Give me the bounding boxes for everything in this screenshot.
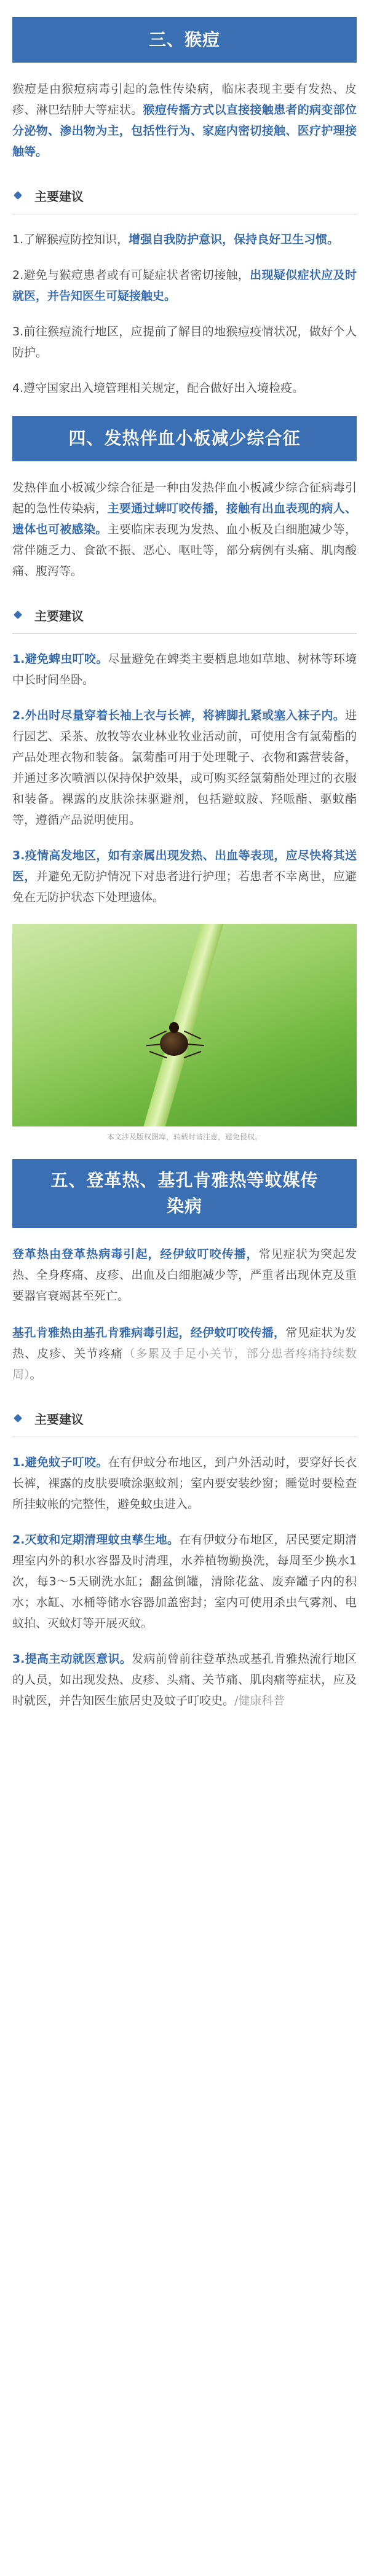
chikungunya-intro <box>12 1322 357 1385</box>
advice-highlight: 3.提高主动就医意识。 <box>12 1652 132 1666</box>
tick-icon <box>160 1031 188 1056</box>
photo-caption: 本文涉及版权图库，转载时请注意，避免侵权。 <box>106 1133 262 1141</box>
advice-item <box>12 265 357 306</box>
sfts-intro <box>12 477 357 582</box>
intro-text: 。 <box>30 1368 42 1381</box>
bottom-spacer <box>12 1711 357 1717</box>
section-title-text: 五、登革热、基孔肯雅热等蚊媒传染病 <box>50 1170 319 1216</box>
advice-item <box>12 845 357 908</box>
advice-text: 发病前曾前往登革热或基孔肯雅热流行地区的人员，如出现发热、皮疹、头痛、关节痛、肌肉痛等症状，应及时就医，并告知医生旅居史及蚊子叮咬史。 <box>12 1652 357 1708</box>
advice-text: 在有伊蚊分布地区，到户外活动时，要穿好长衣长裤，裸露的皮肤要喷涂驱蚊剂；室内要安装纱窗；睡觉时要检查所挂蚊帐的完整性，避免蚊虫进入。 <box>12 1456 357 1511</box>
advice-text: 1.了解猴痘防控知识， <box>12 233 129 246</box>
advice-item: 3.前往猴痘流行地区，应提前了解目的地猴痘疫情状况，做好个人防护。 <box>12 325 357 359</box>
advice-text: 2.避免与猴痘患者或有可疑症状者密切接触， <box>12 268 250 282</box>
sub-title-label: 主要建议 <box>34 1411 84 1427</box>
advice-item <box>12 1529 357 1634</box>
section-title-text: 四、发热伴血小板减少综合征 <box>68 428 301 448</box>
diamond-icon <box>14 191 22 200</box>
section-title-monkeypox <box>12 17 357 63</box>
intro-text: 主要临床表现为发热、血小板及白细胞减少等，常伴随乏力、食欲不振、恶心、呕吐等，部分病例有头痛、肌肉酸痛、腹泻等。 <box>12 523 357 578</box>
advice-item: 4.遵守国家出入境管理相关规定，配合做好出入境检疫。 <box>12 381 304 395</box>
dengue-intro <box>12 1244 357 1306</box>
tick-on-grass-photo <box>12 924 357 1126</box>
advice-text: 并避免无防护情况下对患者进行护理；若患者不幸离世，应避免在无防护状态下处理遗体。 <box>12 870 357 904</box>
diamond-icon <box>14 611 22 619</box>
monkeypox-intro <box>12 79 357 162</box>
advice-text: 在有伊蚊分布地区，居民要定期清理室内外的积水容器及时清理，水养植物勤换洗，每周至少换水1次，每3～5天刷洗水缸；翻盆倒罐，清除花盆、废弃罐子内的积水；水缸、水桶等储水容器加盖密封；室内可使用杀虫气雾剂、电蚊拍、灭蚊灯等开展灭蚊。 <box>12 1533 357 1630</box>
diamond-icon <box>14 1414 22 1423</box>
source-tag: /健康科普 <box>234 1694 285 1708</box>
intro-highlight: 基孔肯雅热由基孔肯雅病毒引起，经伊蚊叮咬传播， <box>12 1326 286 1340</box>
intro-highlight: 猴痘传播方式以直接接触患者的病变部位分泌物、渗出物为主，包括性行为、家庭内密切接触、医疗护理接触等。 <box>12 103 357 158</box>
advice-item <box>12 229 357 250</box>
section-title-mosquito <box>12 1159 357 1228</box>
sub-title-advice <box>12 1406 357 1430</box>
intro-highlight: 登革热由登革热病毒引起，经伊蚊叮咬传播， <box>12 1247 259 1261</box>
advice-item <box>12 1452 357 1515</box>
advice-highlight: 2.灭蚊和定期清理蚊虫孳生地。 <box>12 1533 180 1547</box>
advice-highlight: 出现疑似症状应及时就医，并告知医生可疑接触史。 <box>12 268 357 303</box>
advice-item <box>12 1649 357 1711</box>
advice-highlight: 3.疫情高发地区，如有亲属出现发热、出血等表现，应尽快将其送医， <box>12 849 357 883</box>
intro-text: 猴痘是由猴痘病毒引起的急性传染病，临床表现主要有发热、皮疹、淋巴结肿大等症状。 <box>12 82 357 117</box>
sub-title-advice <box>12 183 357 208</box>
sub-title-label: 主要建议 <box>34 608 84 623</box>
advice-highlight: 1.避免蜱虫叮咬。 <box>12 652 108 666</box>
advice-highlight: 1.避免蚊子叮咬。 <box>12 1456 108 1469</box>
intro-highlight: 主要通过蜱叮咬传播，接触有出血表现的病人、遗体也可被感染。 <box>12 502 357 536</box>
intro-note: （多累及手足小关节，部分患者疼痛持续数周） <box>12 1347 357 1381</box>
advice-highlight: 增强自我防护意识，保持良好卫生习惯。 <box>129 233 339 246</box>
section-title-text: 三、猴痘 <box>148 29 220 50</box>
section-title-sfts <box>12 416 357 461</box>
divider <box>12 633 357 634</box>
advice-text: 尽量避免在蜱类主要栖息地如草地、树林等环境中长时间坐卧。 <box>12 652 357 687</box>
advice-highlight: 2.外出时尽量穿着长袖上衣与长裤，将裤脚扎紧或塞入袜子内。 <box>12 709 345 722</box>
sub-title-advice <box>12 603 357 627</box>
advice-item <box>12 649 357 690</box>
intro-text: 发热伴血小板减少综合征是一种由发热伴血小板减少综合征病毒引起的急性传染病， <box>12 481 357 515</box>
sub-title-label: 主要建议 <box>34 189 84 204</box>
advice-text: 进行园艺、采茶、放牧等农业林业牧业活动前，可使用含有氯菊酯的产品处理衣物和装备。氯菊酯可用于处理靴子、衣物和露营装备，并通过多次喷洒以保持保护效果，或可购买经氯菊酯处理过的衣服和装备。裸露的皮肤涂抹驱避剂，包括避蚊胺、羟哌酯、驱蚊酯等，遵循产品说明使用。 <box>12 709 357 827</box>
intro-text: 常见症状为发热、皮疹、关节疼痛 <box>12 1326 357 1360</box>
intro-text: 常见症状为突起发热、全身疼痛、皮疹、出血及白细胞减少等，严重者出现休克及重要器官衰竭甚至死亡。 <box>12 1247 357 1303</box>
article <box>0 17 369 1717</box>
advice-item <box>12 705 357 830</box>
tick-head <box>169 1022 179 1033</box>
grass-blade <box>137 924 228 1126</box>
